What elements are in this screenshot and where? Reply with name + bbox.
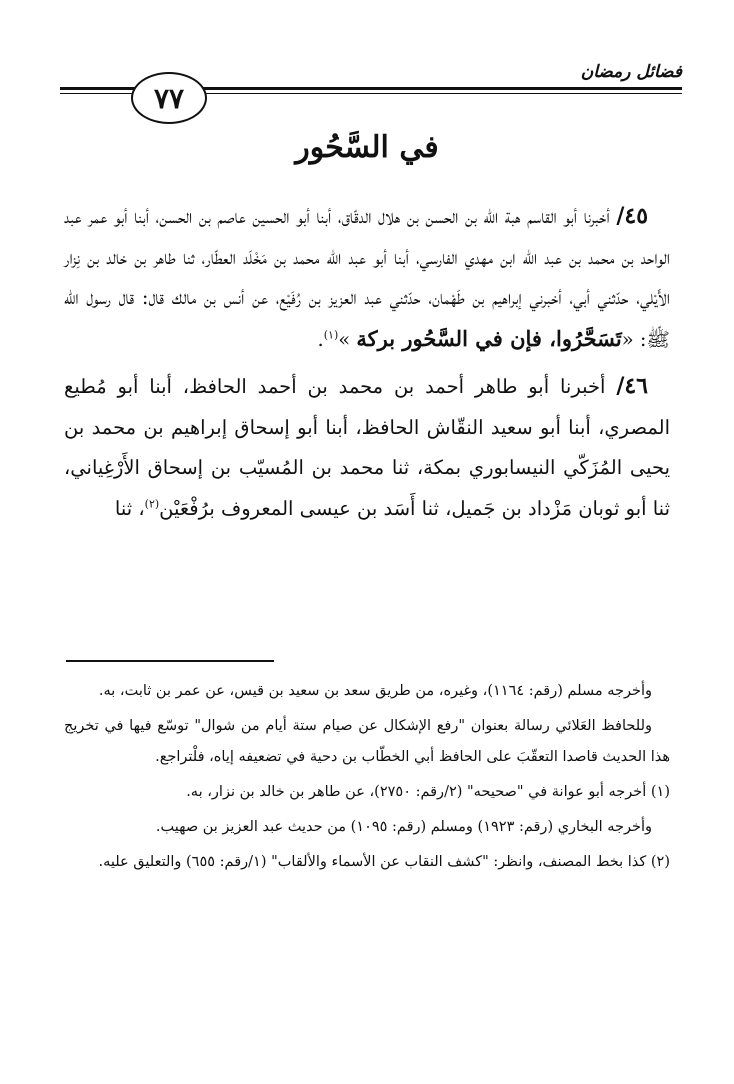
main-text bbox=[64, 196, 670, 535]
footnote-ref[interactable]: (١) bbox=[323, 328, 339, 341]
hadith-tail: ، ثنا bbox=[114, 496, 145, 520]
page-number: ٧٧ bbox=[131, 72, 207, 124]
footnote-continuation: وأخرجه مسلم (رقم: ١١٦٤)، وغيره، من طريق سعد بن سعيد بن قيس، عن عمر بن ثابت، به. bbox=[98, 683, 652, 699]
hadith-number: ٤٥/ bbox=[616, 203, 649, 229]
hadith-text: أخبرنا أبو طاهر أحمد بن محمد بن أحمد الحافظ، أبنا أبو مُطيع المصري، أبنا أبو سعيد النقّاش الحافظ، أبنا أبو إسحاق إبراهيم بن محمد بن يحيى المُزَكّي النيسابوري بمكة، ثنا محمد بن المُسيّب بن إسحاق الأَرْغِياني، ثنا أبو ثوبان مَزْداد بن جَميل، ثنا أَسَد بن عيسى المعروف برُفْعَيْن bbox=[64, 375, 670, 520]
footnote-continuation: وللحافظ العَلائي رسالة بعنوان "رفع الإشكال عن صيام ستة أيام من شوال" توسّع فيها في تخريج هذا الحديث قاصدا التعقّبَ على الحافظ أبي الخطّاب بن دحية في تضعيفه إياه، فلْتراجع. bbox=[64, 718, 670, 765]
chapter-title: في السَّحُور bbox=[295, 130, 439, 165]
running-header-title: فضائل رمضان bbox=[580, 62, 682, 82]
footnote-separator bbox=[66, 660, 274, 662]
footnote-2: (٢) كذا بخط المصنف، وانظر: "كشف النقاب عن الأسماء والألقاب" (١/رقم: ٦٥٥) والتعليق عليه. bbox=[98, 854, 670, 870]
hadith-45 bbox=[64, 196, 670, 360]
footnotes bbox=[64, 676, 670, 882]
quote-close: » bbox=[338, 327, 357, 351]
hadith-text: أخبرنا أبو القاسم هبة الله بن الحسن بن هلال الدقّاق، أبنا أبو الحسين عاصم بن الحسن، أبنا أبو عمر عبد الواحد بن محمد بن عبد الله ابن مهدي الفارسي، أبنا أبو عبد الله محمد بن مَخْلَد العطّار، ثنا طاهر بن خالد بن نِزار الأَيْلي، حدّثني أبي، أخبرني إبراهيم بن طَهْمان، حدّثني عبد العزيز بن رُفَيْع، عن أنس بن مالك قال: قال رسول الله ﷺ: « bbox=[64, 205, 670, 351]
footnote-1: (١) أخرجه أبو عوانة في "صحيحه" (٢/رقم: ٢٧٥٠)، عن طاهر بن خالد بن نزار، به. bbox=[186, 784, 670, 800]
footnote-ref[interactable]: (٢) bbox=[144, 497, 160, 510]
hadith-46 bbox=[64, 366, 670, 529]
hadith-end: . bbox=[317, 327, 324, 351]
hadith-quote: تَسَحَّرُوا، فإن في السَّحُور بركة bbox=[356, 325, 622, 351]
hadith-number: ٤٦/ bbox=[616, 373, 648, 399]
footnote-1-cont: وأخرجه البخاري (رقم: ١٩٢٣) ومسلم (رقم: ١٠٩٥) من حديث عبد العزيز بن صهيب. bbox=[155, 819, 652, 835]
